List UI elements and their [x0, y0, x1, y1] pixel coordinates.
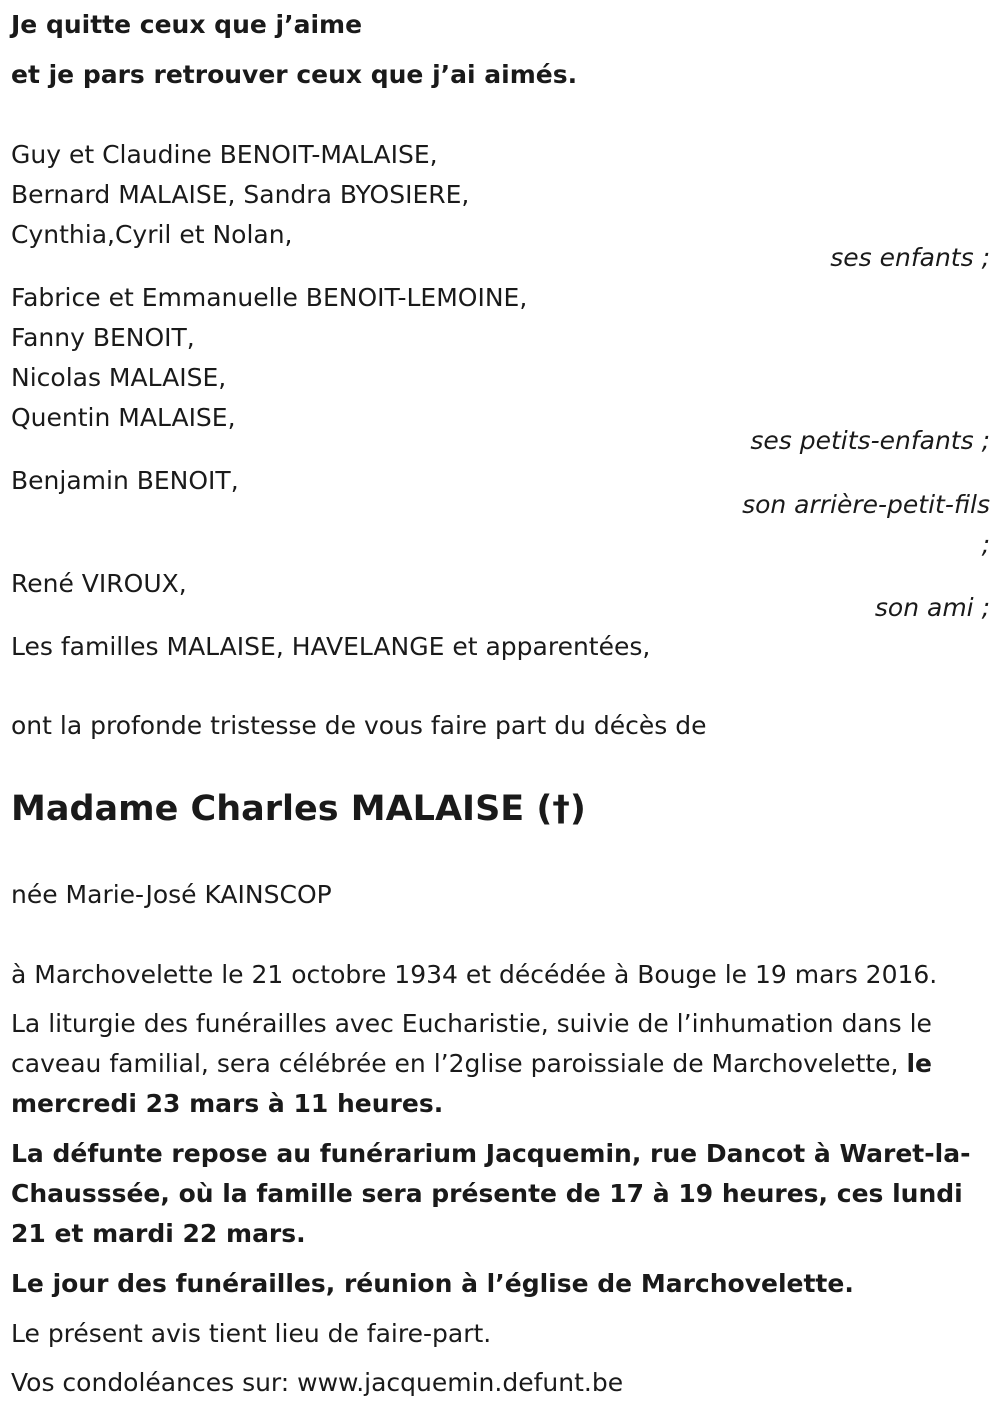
child-name: Guy et Claudine BENOIT-MALAISE, — [11, 140, 438, 169]
birth-death-dates: à Marchovelette le 21 octobre 1934 et décédée à Bouge le 19 mars 2016. — [11, 960, 938, 989]
quote-line-2: et je pars retrouver ceux que j’ai aimés. — [11, 60, 578, 89]
friend-name: René VIROUX, — [11, 569, 187, 598]
grandchild-name: Quentin MALAISE, — [11, 403, 236, 432]
ceremony-date: le mercredi 23 mars à 11 heures. — [11, 1049, 932, 1118]
announcement: ont la profonde tristesse de vous faire part du décès de — [11, 711, 707, 740]
grandchild-name: Fabrice et Emmanuelle BENOIT-LEMOINE, — [11, 283, 528, 312]
child-name: Cynthia,Cyril et Nolan, — [11, 220, 293, 249]
quote-line-1: Je quitte ceux que j’aime — [11, 10, 363, 39]
ceremony-details — [11, 1004, 989, 1124]
born-as: née Marie-José KAINSCOP — [11, 880, 332, 909]
children-relation: ses enfants ; — [830, 243, 990, 272]
grandchildren-relation: ses petits-enfants ; — [750, 426, 990, 455]
grandchild-name: Fanny BENOIT, — [11, 323, 195, 352]
condolences-link: Vos condoléances sur: www.jacquemin.defunt.be — [11, 1368, 624, 1397]
gathering-info: Le jour des funérailles, réunion à l’église de Marchovelette. — [11, 1269, 854, 1298]
great-grandchild-name: Benjamin BENOIT, — [11, 466, 239, 495]
deceased-name: Madame Charles MALAISE (†) — [11, 789, 586, 829]
friend-relation: son ami ; — [874, 593, 990, 622]
child-name: Bernard MALAISE, Sandra BYOSIERE, — [11, 180, 470, 209]
ceremony-text: La liturgie des funérailles avec Eucharistie, suivie de l’inhumation dans le caveau familial, sera célébrée en l’2glise paroissiale de Marchovelette, — [11, 1009, 932, 1078]
great-grandchild-relation-end: ; — [981, 530, 990, 559]
great-grandchild-relation: son arrière-petit-fils — [742, 490, 990, 519]
visitation-info: La défunte repose au funérarium Jacquemin, rue Dancot à Waret-la-Chausssée, où la famille sera présente de 17 à 19 heures, ces lundi 21 et mardi 22 mars. — [11, 1139, 971, 1248]
grandchild-name: Nicolas MALAISE, — [11, 363, 227, 392]
families: Les familles MALAISE, HAVELANGE et apparentées, — [11, 632, 651, 661]
notice: Le présent avis tient lieu de faire-part. — [11, 1319, 492, 1348]
